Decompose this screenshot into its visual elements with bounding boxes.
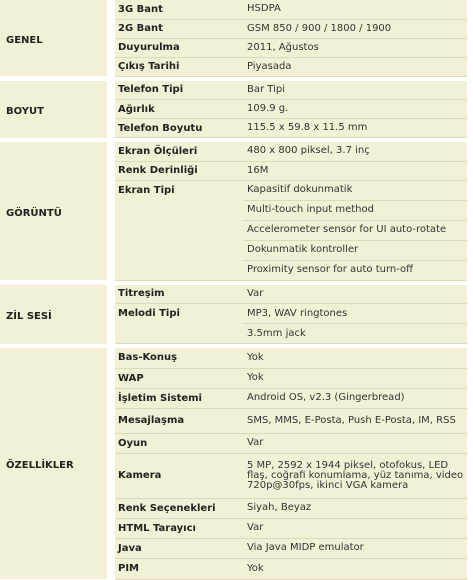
spec-label: Bas-Konuş — [115, 348, 243, 368]
spec-row — [0, 142, 467, 161]
spec-row — [0, 81, 467, 100]
spec-value: Via Java MIDP emulator — [243, 538, 467, 558]
section-title: ZİL SESİ — [0, 285, 107, 344]
spec-label: Telefon Tipi — [115, 81, 243, 100]
spec-value: Kapasitif dokunmatik — [243, 180, 467, 200]
spec-label: HTML Tarayıcı — [115, 518, 243, 538]
spec-value: 2011, Ağustos — [243, 38, 467, 57]
section-title: ÖZELLİKLER — [0, 348, 107, 579]
column-gap — [107, 81, 115, 138]
spec-label: 2G Bant — [115, 19, 243, 38]
spec-value: Siyah, Beyaz — [243, 498, 467, 518]
spec-value: Piyasada — [243, 57, 467, 76]
column-gap — [107, 0, 115, 76]
spec-value: GSM 850 / 900 / 1800 / 1900 — [243, 19, 467, 38]
spec-value: 5 MP, 2592 x 1944 piksel, otofokus, LED flaş, coğrafi konumlama, yüz tanıma, video 720p@30fps, ikinci VGA kamera — [243, 453, 467, 498]
spec-row — [0, 285, 467, 304]
column-gap — [107, 348, 115, 579]
spec-label: Oyun — [115, 433, 243, 453]
spec-value: Var — [243, 518, 467, 538]
spec-value: Accelerometer sensor for UI auto-rotate — [243, 220, 467, 240]
spec-label: Renk Seçenekleri — [115, 498, 243, 518]
spec-value: Multi-touch input method — [243, 200, 467, 220]
spec-label: WAP — [115, 368, 243, 388]
spec-label: Ekran Tipi — [115, 180, 243, 280]
spec-row — [0, 348, 467, 368]
spec-value: 16M — [243, 161, 467, 180]
spec-value: Yok — [243, 368, 467, 388]
section-title: GÖRÜNTÜ — [0, 142, 107, 280]
spec-value: 3.5mm jack — [243, 324, 467, 344]
spec-label: PIM — [115, 558, 243, 579]
spec-label: Melodi Tipi — [115, 304, 243, 344]
spec-label: 3G Bant — [115, 0, 243, 19]
spec-value: Android OS, v2.3 (Gingerbread) — [243, 388, 467, 408]
section-title: GENEL — [0, 0, 107, 76]
spec-value: Var — [243, 433, 467, 453]
spec-label: İşletim Sistemi — [115, 388, 243, 408]
spec-value: Var — [243, 285, 467, 304]
spec-value: 109.9 g. — [243, 100, 467, 119]
spec-value: Yok — [243, 348, 467, 368]
spec-row — [0, 0, 467, 19]
section-title: BOYUT — [0, 81, 107, 138]
spec-value: Bar Tipi — [243, 81, 467, 100]
spec-label: Mesajlaşma — [115, 408, 243, 433]
column-gap — [107, 285, 115, 344]
spec-value: 480 x 800 piksel, 3.7 inç — [243, 142, 467, 161]
spec-label: Çıkış Tarihi — [115, 57, 243, 76]
spec-label: Telefon Boyutu — [115, 119, 243, 138]
spec-value: 115.5 x 59.8 x 11.5 mm — [243, 119, 467, 138]
spec-label: Titreşim — [115, 285, 243, 304]
spec-value: Dokunmatik kontroller — [243, 240, 467, 260]
spec-value: MP3, WAV ringtones — [243, 304, 467, 324]
spec-label: Renk Derinliği — [115, 161, 243, 180]
spec-value: Yok — [243, 558, 467, 579]
spec-label: Java — [115, 538, 243, 558]
spec-label: Duyurulma — [115, 38, 243, 57]
spec-label: Ağırlık — [115, 100, 243, 119]
spec-value: HSDPA — [243, 0, 467, 19]
spec-label: Ekran Ölçüleri — [115, 142, 243, 161]
spec-value: Proximity sensor for auto turn-off — [243, 260, 467, 280]
spec-label: Kamera — [115, 453, 243, 498]
column-gap — [107, 142, 115, 280]
spec-value: SMS, MMS, E-Posta, Push E-Posta, IM, RSS — [243, 408, 467, 433]
